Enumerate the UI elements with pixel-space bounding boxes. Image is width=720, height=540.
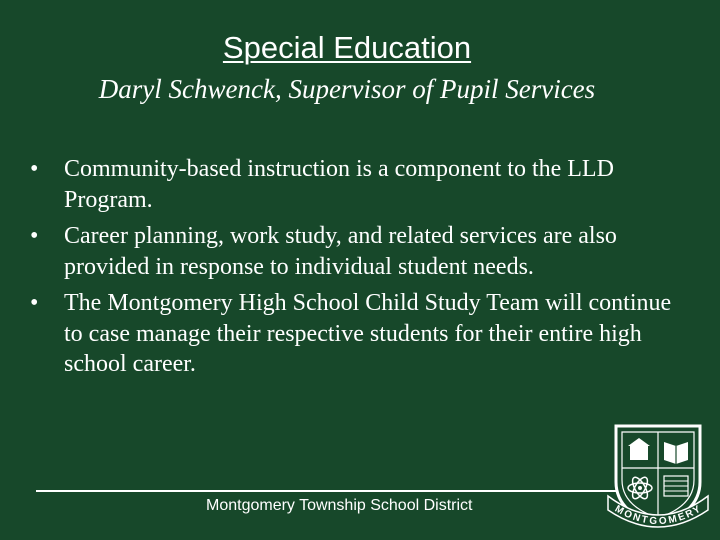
bullet-dot-icon: • bbox=[30, 223, 39, 249]
bullet-dot-icon: • bbox=[30, 156, 39, 182]
footer-divider bbox=[36, 490, 618, 492]
slide-title: Special Education bbox=[222, 30, 472, 65]
bullet-text: Career planning, work study, and related services are also provided in response to individual student needs. bbox=[64, 223, 617, 280]
footer-text: Montgomery Township School District bbox=[206, 497, 473, 514]
bullet-text: Community-based instruction is a component to the LLD Program. bbox=[64, 156, 614, 213]
bullet-list bbox=[30, 154, 690, 386]
bullet-item bbox=[30, 221, 690, 282]
shield-crest-icon bbox=[606, 420, 710, 532]
slide-subtitle: Daryl Schwenck, Supervisor of Pupil Services bbox=[98, 74, 596, 104]
bullet-item bbox=[30, 288, 690, 380]
bullet-item bbox=[30, 154, 690, 215]
bullet-dot-icon: • bbox=[30, 290, 39, 316]
logo-text: MONTGOMERY bbox=[612, 503, 704, 528]
bullet-text: The Montgomery High School Child Study Team will continue to case manage their respective students for their entire high school career. bbox=[64, 290, 672, 377]
